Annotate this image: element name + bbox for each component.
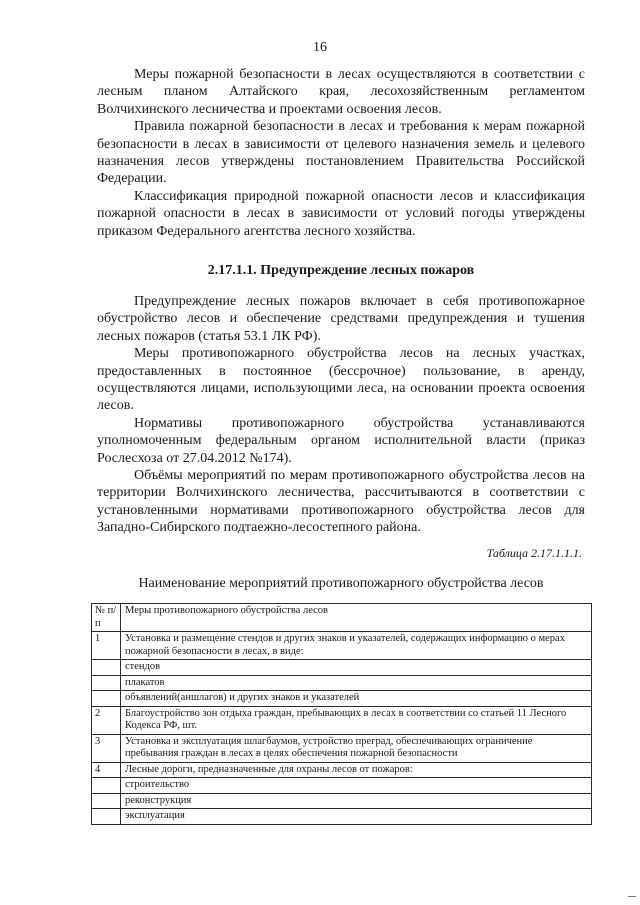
paragraph: Нормативы противопожарного обустройства устанавливаются уполномоченным федеральным органом исполнительной власти (приказ Рослесхоза от 27.04.2012 №174). [97,415,585,466]
row-name: эксплуатация [121,809,592,825]
row-num [92,809,121,825]
table-row [92,632,592,660]
paragraph: Правила пожарной безопасности в лесах и требования к мерам пожарной безопасности в лесах в зависимости от целевого назначения земель и целевого назначения лесов утверждены постановлением Правительства Российской Федерации. [97,119,585,187]
row-name: Установка и размещение стендов и других знаков и указателей, содержащих информацию о мерах пожарной безопасности в лесах, в виде: [121,632,592,660]
paragraph: Классификация природной пожарной опасности лесов и классификация пожарной опасности в лесах в зависимости от условий погоды утверждены приказом Федерального агентства лесного хозяйства. [97,188,585,239]
row-num [92,660,121,676]
row-name: Установка и эксплуатация шлагбаумов, устройство преград, обеспечивающих ограничение пребывания граждан в лесах в целях обеспечения пожарной безопасности [121,734,592,762]
table-row [92,734,592,762]
table-row [92,706,592,734]
row-name: реконструкция [121,793,592,809]
table-row [92,660,592,676]
scan-mark [628,896,636,897]
row-num [92,675,121,691]
table-row [92,762,592,778]
row-num: 4 [92,762,121,778]
measures-table [91,603,592,825]
row-num: 3 [92,734,121,762]
header-num: № п/п [92,604,121,632]
page-number: 16 [313,40,327,55]
row-name: объявлений(аншлагов) и других знаков и указателей [121,691,592,707]
table-header-row [92,604,592,632]
intro-text [97,66,585,240]
row-num: 1 [92,632,121,660]
table-row [92,809,592,825]
row-num [92,691,121,707]
row-name: плакатов [121,675,592,691]
section-heading: 2.17.1.1. Предупреждение лесных пожаров [207,263,475,278]
body-text [97,293,585,537]
header-name: Меры противопожарного обустройства лесов [121,604,592,632]
table-row [92,778,592,794]
paragraph: Меры противопожарного обустройства лесов на лесных участках, предоставленных в постоянное (бессрочное) пользование, в аренду, осуществляются лицами, использующими леса, на основании проекта освоения лесов. [97,346,585,414]
row-name: Лесные дороги, предназначенные для охраны лесов от пожаров: [121,762,592,778]
row-num [92,793,121,809]
paragraph: Предупреждение лесных пожаров включает в себя противопожарное обустройство лесов и обеспечение средствами предупреждения и тушения лесных пожаров (статья 53.1 ЛК РФ). [97,294,585,344]
paragraph: Объёмы мероприятий по мерам противопожарного обустройства лесов на территории Волчихинского лесничества, рассчитываются в соответствии с установленными нормативами противопожарного обустройства лесов для Западно-Сибирского подтаежно-лесостепного района. [97,468,585,536]
row-name: стендов [121,660,592,676]
table-row [92,675,592,691]
table-title: Наименование мероприятий противопожарного обустройства лесов [138,576,544,591]
row-name: Благоустройство зон отдыха граждан, пребывающих в лесах в соответствии со статьей 11 Лесного Кодекса РФ, шт. [121,706,592,734]
table-caption: Таблица 2.17.1.1.1. [486,546,582,560]
row-name: строительство [121,778,592,794]
table-row [92,793,592,809]
paragraph: Меры пожарной безопасности в лесах осуществляются в соответствии с лесным планом Алтайского края, лесохозяйственным регламентом Волчихинского лесничества и проектами освоения лесов. [97,67,585,117]
row-num [92,778,121,794]
table-row [92,691,592,707]
row-num: 2 [92,706,121,734]
